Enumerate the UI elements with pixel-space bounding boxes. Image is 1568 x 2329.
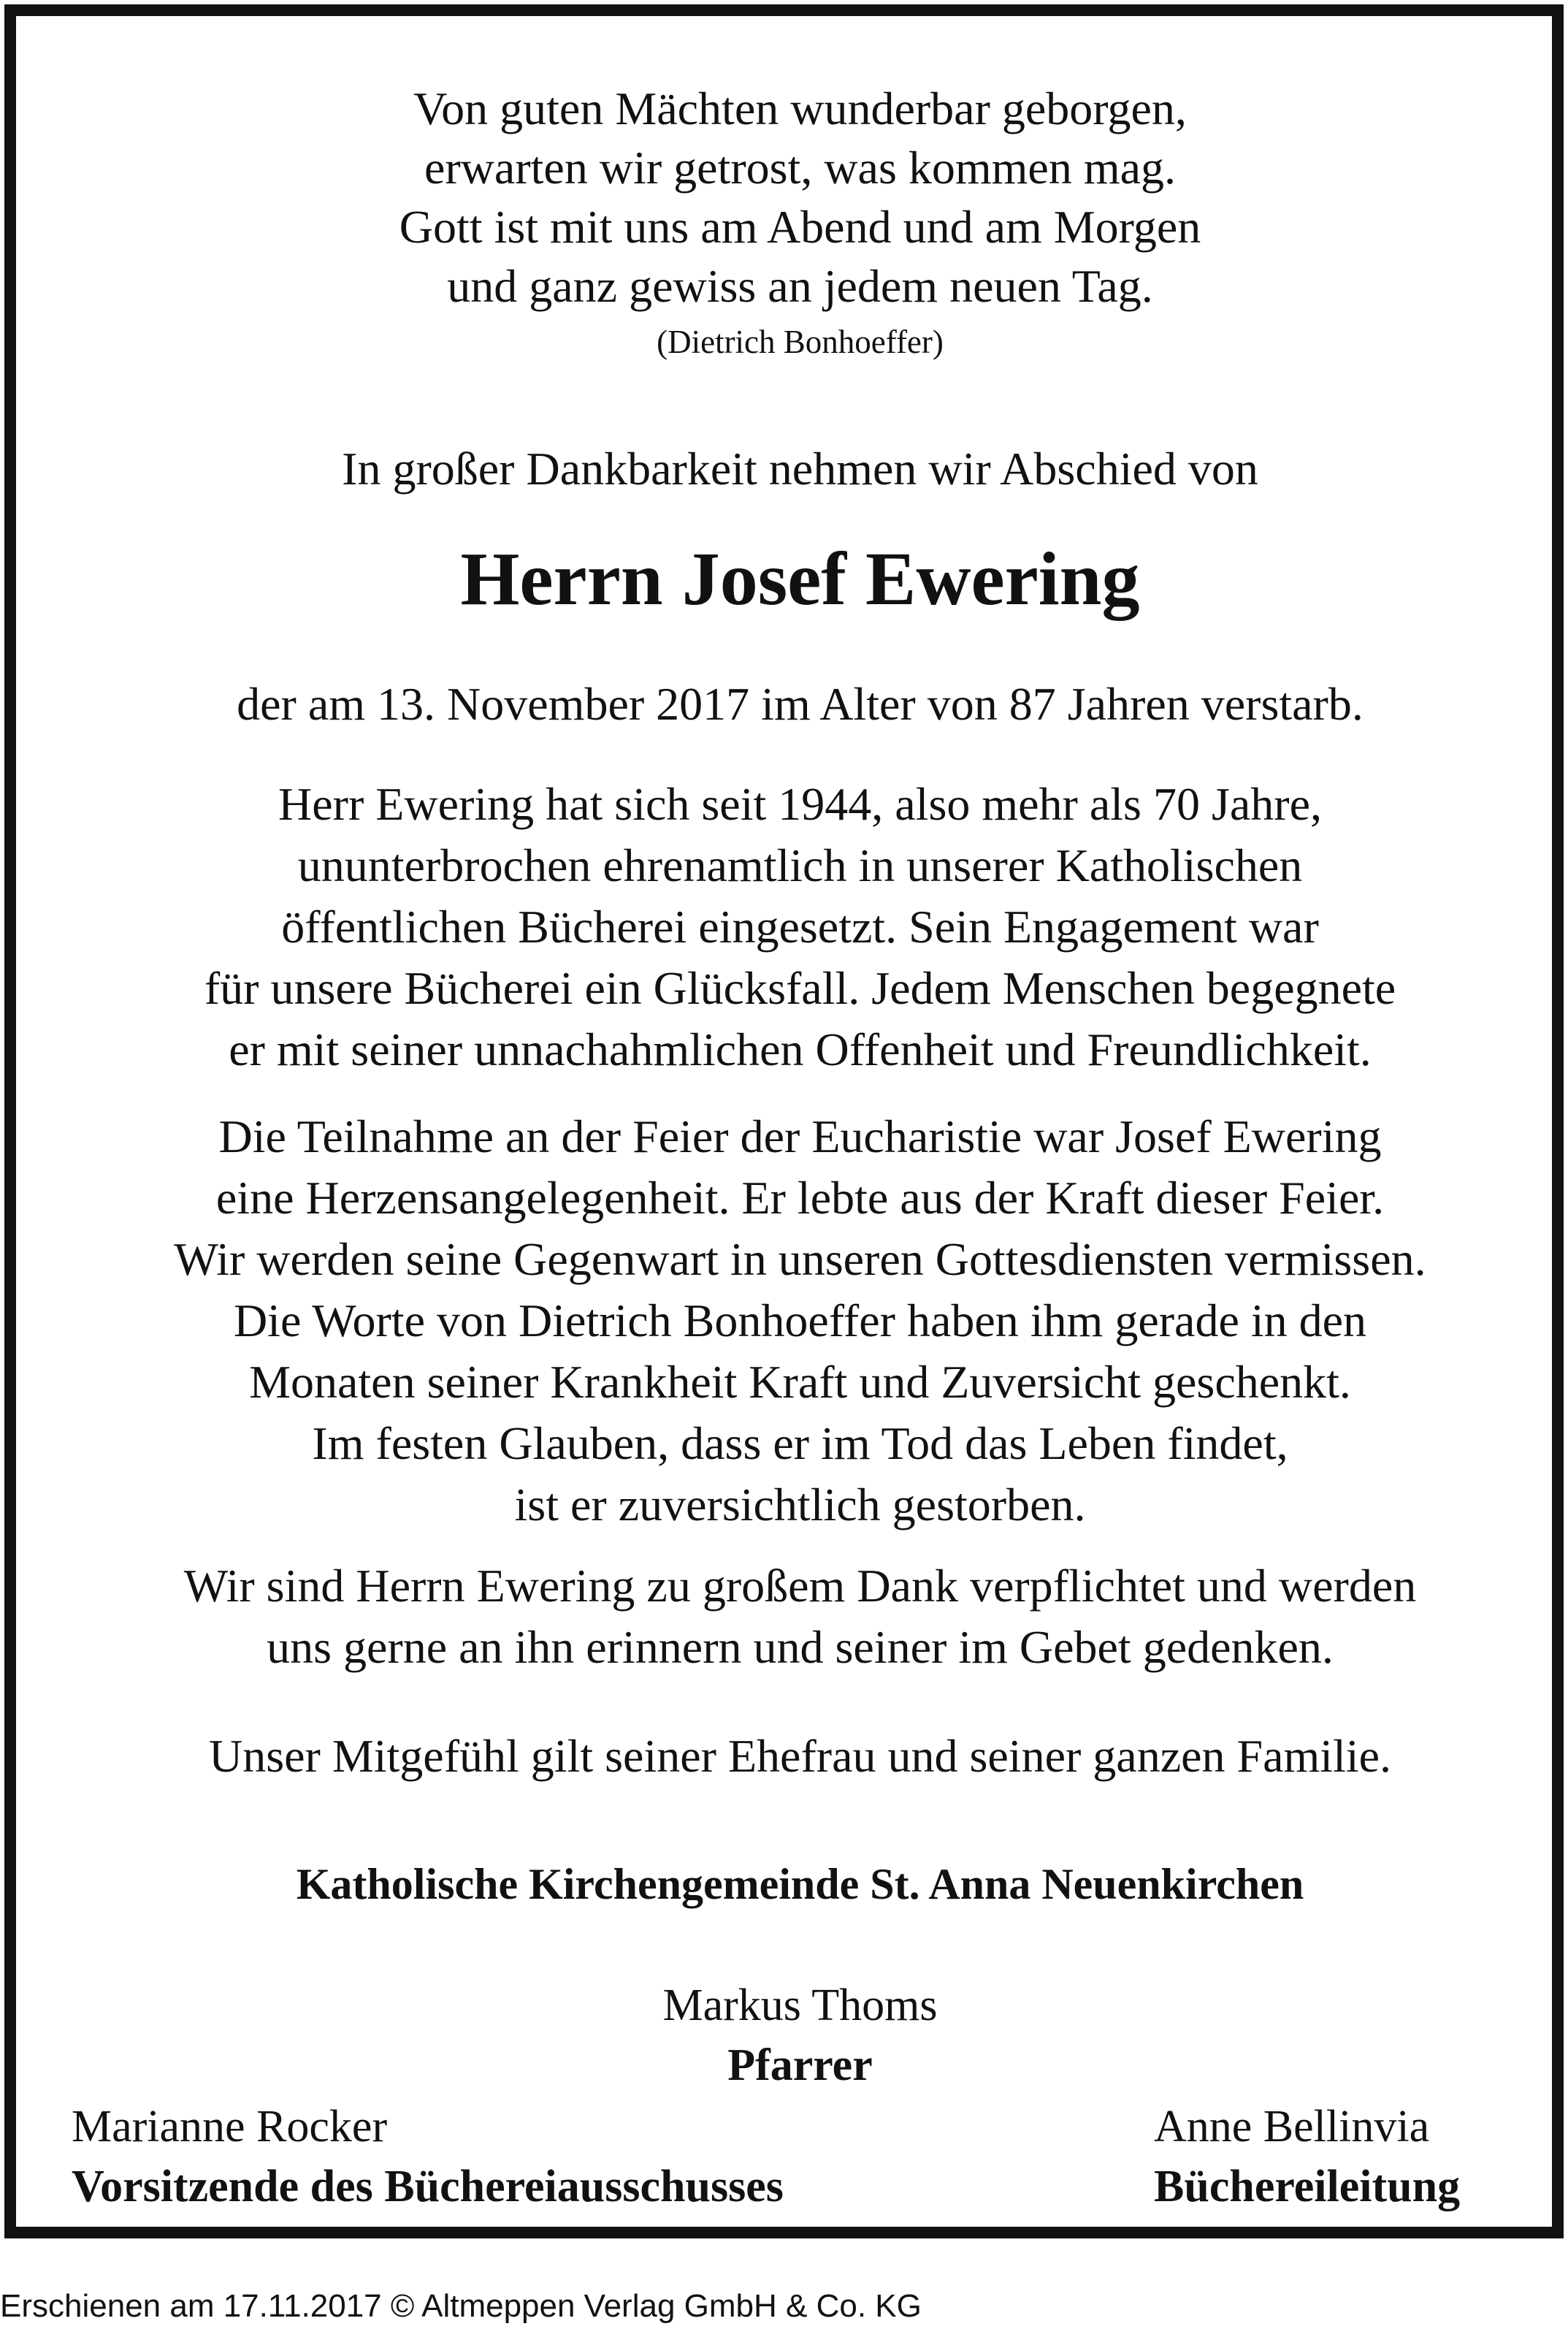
obituary-frame bbox=[4, 4, 1564, 2238]
paragraph-faith bbox=[32, 1106, 1568, 1536]
paragraph-line: Herr Ewering hat sich seit 1944, also mehr als 70 Jahre, bbox=[278, 778, 1322, 830]
signatory-library-head bbox=[1154, 2097, 1460, 2216]
paragraph-line: er mit seiner unnachahmlichen Offenheit und Freundlichkeit. bbox=[229, 1024, 1372, 1075]
poem-line: Von guten Mächten wunderbar geborgen, bbox=[413, 83, 1187, 134]
signatory-role: Büchereileitung bbox=[1154, 2162, 1461, 2211]
poem-author: (Dietrich Bonhoeffer) bbox=[657, 324, 944, 360]
signatory-pastor bbox=[32, 1975, 1568, 2095]
paragraph-line: uns gerne an ihn erinnern und seiner im Gebet gedenken. bbox=[267, 1621, 1334, 1673]
signatory-name: Anne Bellinvia bbox=[1154, 2102, 1430, 2151]
paragraph-library-service bbox=[32, 774, 1568, 1080]
signatory-role: Vorsitzende des Büchereiausschusses bbox=[72, 2162, 784, 2211]
deceased-name: Herrn Josef Ewering bbox=[460, 537, 1140, 621]
paragraph-line: Unser Mitgefühl gilt seiner Ehefrau und seiner ganzen Familie. bbox=[208, 1730, 1392, 1782]
signatory-name: Marianne Rocker bbox=[72, 2102, 388, 2151]
poem-line: und ganz gewiss an jedem neuen Tag. bbox=[447, 260, 1153, 312]
signatory-role: Pfarrer bbox=[727, 2040, 873, 2090]
paragraph-line: ist er zuversichtlich gestorben. bbox=[514, 1479, 1086, 1531]
paragraph-line: Im festen Glauben, dass er im Tod das Leben findet, bbox=[312, 1417, 1288, 1469]
organization-name: Katholische Kirchengemeinde St. Anna Neuenkirchen bbox=[296, 1860, 1304, 1908]
paragraph-line: Die Teilnahme an der Feier der Eucharistie war Josef Ewering bbox=[218, 1110, 1382, 1162]
paragraph-line: öffentlichen Bücherei eingesetzt. Sein Engagement war bbox=[281, 901, 1319, 953]
paragraph-line: ununterbrochen ehrenamtlich in unserer Katholischen bbox=[297, 839, 1303, 891]
paragraph-line: eine Herzensangelegenheit. Er lebte aus der Kraft dieser Feier. bbox=[215, 1172, 1385, 1224]
poem bbox=[32, 79, 1568, 316]
publication-footer: Erschienen am 17.11.2017 © Altmeppen Verlag GmbH & Co. KG bbox=[0, 2288, 922, 2324]
paragraph-line: Monaten seiner Krankheit Kraft und Zuversicht geschenkt. bbox=[249, 1356, 1351, 1408]
signatory-committee-chair bbox=[72, 2097, 784, 2216]
intro-text: In großer Dankbarkeit nehmen wir Abschied von bbox=[342, 443, 1258, 495]
poem-line: erwarten wir getrost, was kommen mag. bbox=[424, 142, 1177, 194]
paragraph-line: Die Worte von Dietrich Bonhoeffer haben ihm gerade in den bbox=[233, 1295, 1367, 1346]
paragraph-line: Wir werden seine Gegenwart in unseren Gottesdiensten vermissen. bbox=[174, 1233, 1426, 1285]
death-date-line: der am 13. November 2017 im Alter von 87 Jahren verstarb. bbox=[237, 678, 1364, 730]
signatory-name: Markus Thoms bbox=[662, 1981, 938, 2030]
paragraph-gratitude bbox=[32, 1555, 1568, 1678]
paragraph-line: für unsere Bücherei ein Glücksfall. Jedem Menschen begegnete bbox=[204, 962, 1396, 1014]
paragraph-condolence bbox=[32, 1726, 1568, 1787]
poem-line: Gott ist mit uns am Abend und am Morgen bbox=[399, 201, 1201, 253]
obituary-content bbox=[32, 32, 1568, 2243]
paragraph-line: Wir sind Herrn Ewering zu großem Dank verpflichtet und werden bbox=[183, 1560, 1417, 1612]
